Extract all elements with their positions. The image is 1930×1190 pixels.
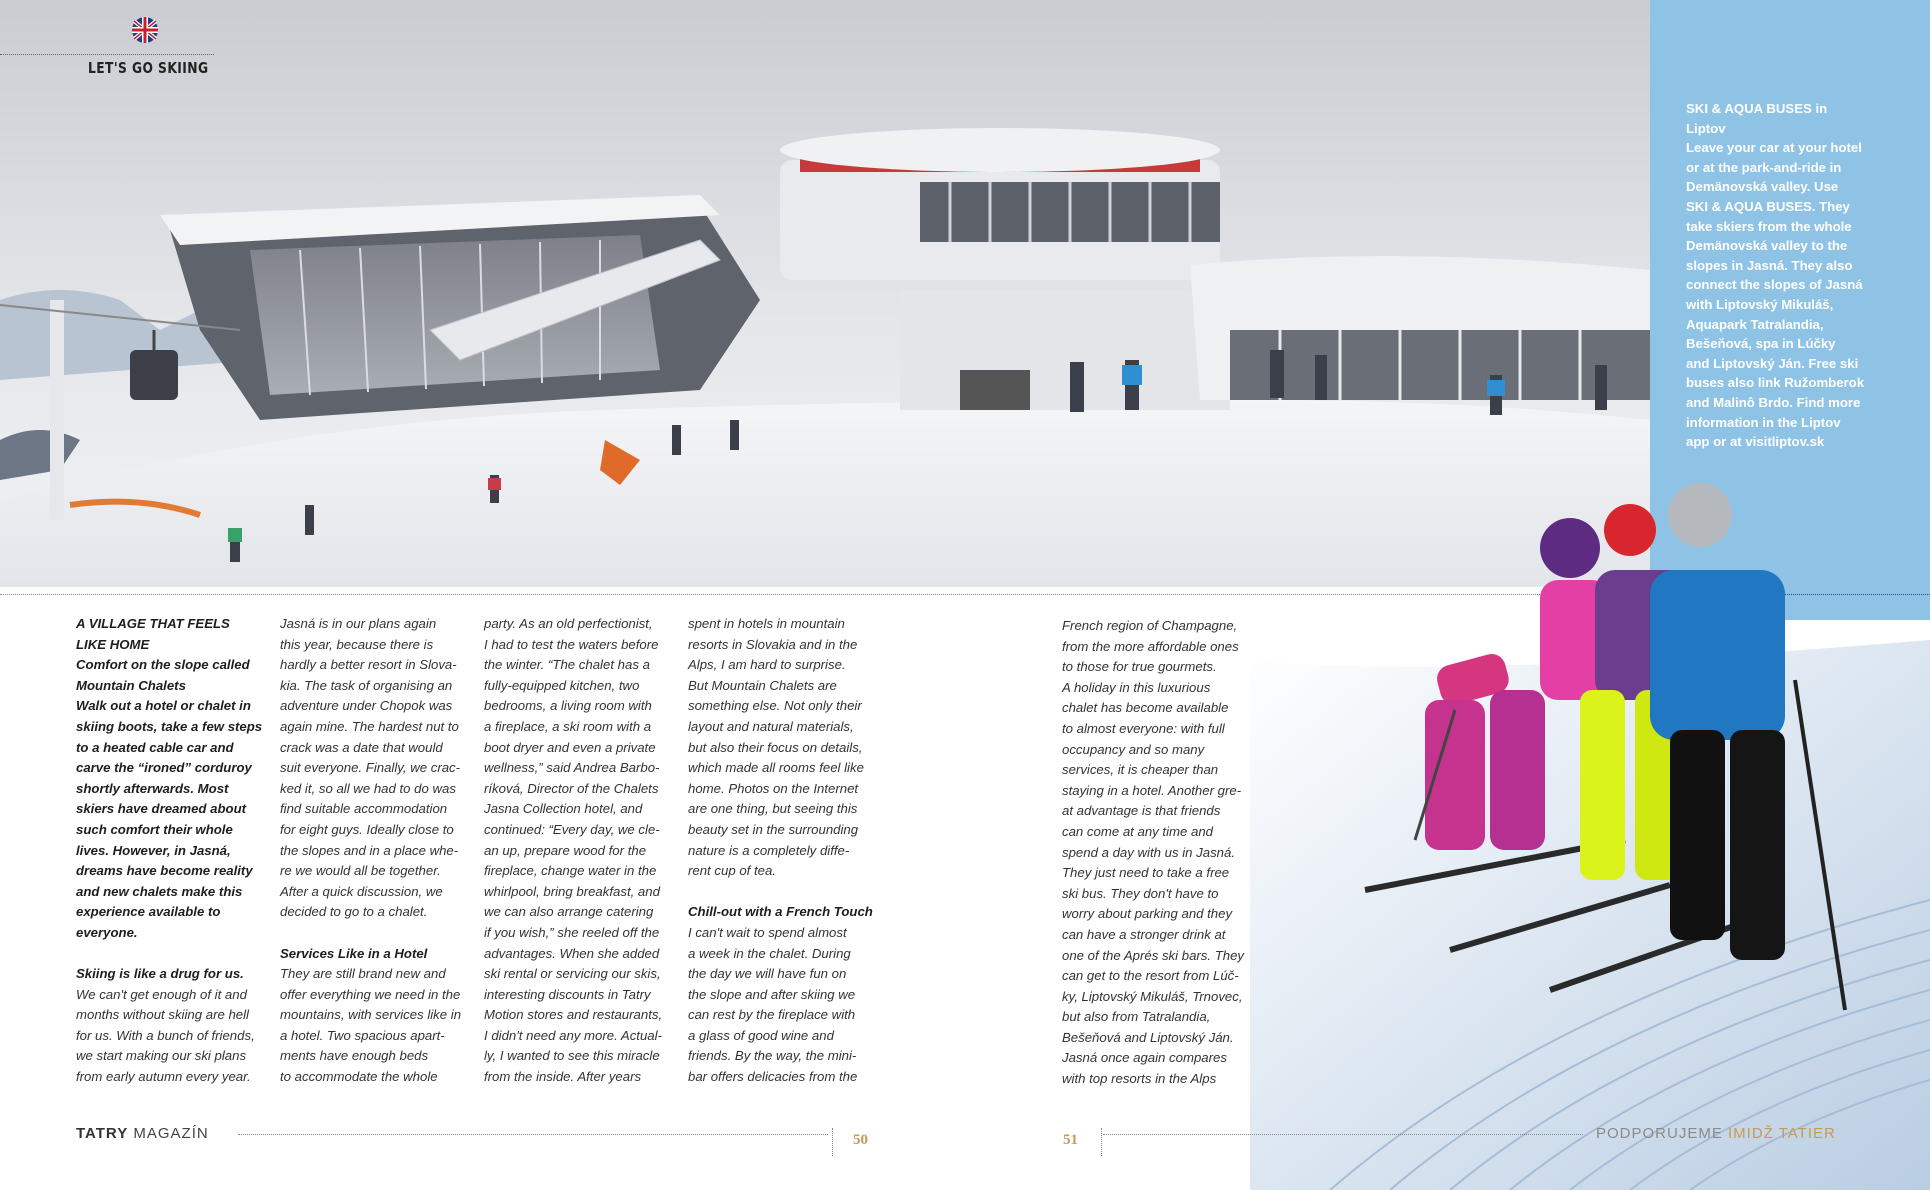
paragraph: party. As an old perfectionist, I had to test the waters before the winter. “The chalet has a fully-equipped kitchen, two bedrooms, a living room with a fireplace, a ski room with a boot dryer and even a private wellness,” said Andrea Barbo- ríková, Director of the Chalets Jasna Collection hotel, and continued: “Every day, we cle- an up, prepare wood for the fireplace, change water in the whirlpool, bring breakfast, and we can also arrange catering if you wish,” she reeled off the advantages. When she added ski rental or servicing our skis, interesting discounts in Tatry Motion stores and restaurants, I didn't need any more. Actual- ly, I wanted to see this miracle from the inside. After years bbox=[484, 616, 663, 1085]
paragraph: I can't wait to spend almost a week in the chalet. During the day we will have fun on the slope and after skiing we can rest by the fireplace with a glass of good wine and friends. By the way, the mini- bar offers delicacies from the bbox=[688, 924, 858, 1085]
slogan-main: PODPORUJEME bbox=[1596, 1125, 1729, 1142]
header-rule bbox=[0, 54, 214, 55]
article-column-3 bbox=[484, 614, 674, 1088]
article-column-5 bbox=[1062, 616, 1252, 1090]
magazine-brand bbox=[76, 1125, 209, 1142]
brand-rest: MAGAZÍN bbox=[128, 1125, 209, 1142]
slogan-accent: IMIDŽ TATIER bbox=[1728, 1125, 1836, 1142]
footer-tick-left bbox=[832, 1128, 833, 1156]
article-column-4 bbox=[688, 614, 878, 1088]
article-intro: A VILLAGE THAT FEELS LIKE HOME Comfort on the slope called Mountain Chalets Walk out a hotel or chalet in skiing boots, take a few steps to a heated cable car and carve the “ironed” corduroy shortly afterwards. Most skiers have dreamed about such comfort their whole lives. However, in Jasná, dreams have become reality and new chalets make this experience available to everyone. bbox=[76, 616, 263, 940]
paragraph: We can't get enough of it and months without skiing are hell for us. With a bunch of friends, we start making our ski plans from early autumn every year. bbox=[76, 986, 255, 1085]
skiers-family-photo bbox=[1250, 480, 1930, 1190]
uk-flag-icon bbox=[130, 16, 160, 44]
sidebar-text-ski-aqua-buses: SKI & AQUA BUSES in Liptov Leave your car at your hotel or at the park-and-ride in Demänovská valley. Use SKI & AQUA BUSES. They take skiers from the whole Demänovská valley to the slopes in Jasná. They also connect the slopes of Jasná with Liptovský Mikuláš, Aquapark Tatralandia, Bešeňová, spa in Lúčky and Liptovský Ján. Free ski buses also link Ružomberok and Malinô Brdo. Find more information in the Liptov app or at visitliptov.sk bbox=[1686, 101, 1865, 450]
footer-slogan bbox=[1596, 1125, 1836, 1142]
brand-bold: TATRY bbox=[76, 1125, 129, 1142]
article-column-1 bbox=[76, 614, 266, 1088]
page-number-right: 51 bbox=[1063, 1132, 1078, 1148]
footer-rule-left bbox=[238, 1134, 828, 1135]
paragraph: spent in hotels in mountain resorts in Slovakia and in the Alps, I am hard to surprise. But Mountain Chalets are something else. Not only their layout and natural materials, but also their focus on details, which made all rooms feel like home. Photos on the Internet are one thing, but seeing this beauty set in the surrounding nature is a completely diffe- rent cup of tea. bbox=[688, 616, 864, 879]
paragraph: Jasná is in our plans again this year, because there is hardly a better resort in Slova- kia. The task of organising an adventure under Chopok was again mine. The hardest nut to crack was a date that would suit everyone. Finally, we crac- ked it, so all we had to do was find suitable accommodation for eight guys. Ideally close to the slopes and in a place whe- re we would all be together. After a quick discussion, we decided to go to a chalet. bbox=[280, 616, 461, 920]
article-column-2 bbox=[280, 614, 470, 1088]
footer-tick-right bbox=[1101, 1128, 1102, 1156]
section-title: LET'S GO SKIING bbox=[88, 59, 209, 77]
paragraph: French region of Champagne, from the more affordable ones to those for true gourmets. A holiday in this luxurious chalet has become available to almost everyone: with full occupancy and so many services, it is cheaper than staying in a hotel. Another gre- at advantage is that friends can come at any time and spend a day with us in Jasná. They just need to take a free ski bus. They don't have to worry about parking and they can have a stronger drink at one of the Aprés ski bars. They can get to the resort from Lúč- ky, Liptovský Mikuláš, Trnovec, but also from Tatralandia, Bešeňová and Liptovský Ján. Jasná once again compares with top resorts in the Alps bbox=[1062, 618, 1245, 1087]
page-number-left: 50 bbox=[853, 1132, 868, 1148]
subhead-skiing-drug: Skiing is like a drug for us. bbox=[76, 966, 244, 982]
subhead-french-touch: Chill-out with a French Touch bbox=[688, 904, 873, 920]
paragraph: They are still brand new and offer everything we need in the mountains, with services like in a hotel. Two spacious apart- ments have enough beds to accommodate the whole bbox=[280, 966, 462, 1085]
subhead-services-hotel: Services Like in a Hotel bbox=[280, 945, 428, 961]
footer-rule-right bbox=[1103, 1134, 1583, 1135]
